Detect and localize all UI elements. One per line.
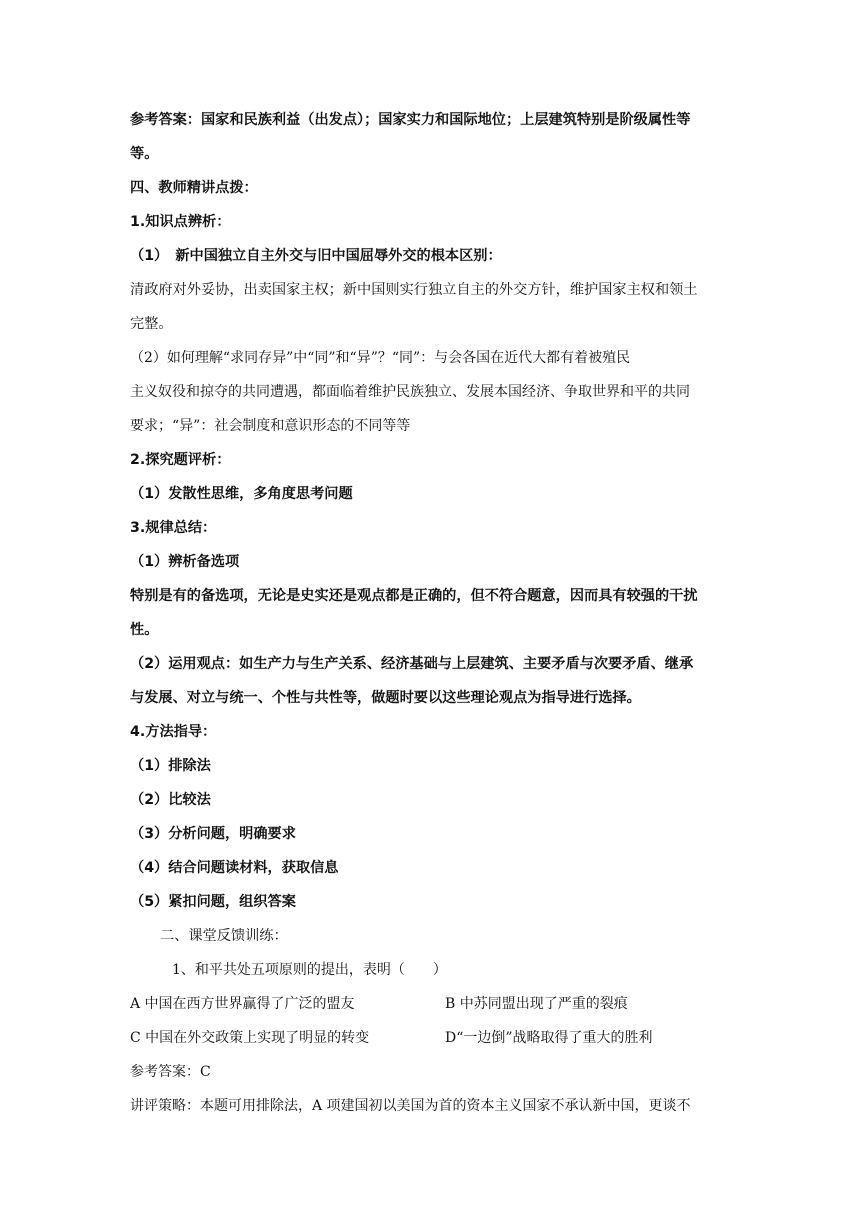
rules-item1-text-line1: 特别是有的备选项，无论是史实还是观点都是正确的，但不符合题意，因而具有较强的干扰 xyxy=(130,588,698,604)
method-item: （3）分析问题，明确要求 xyxy=(130,826,296,842)
knowledge-heading: 1.知识点辨析： xyxy=(130,214,231,230)
knowledge-item2-line3: 要求；“异”：社会制度和意识形态的不同等等 xyxy=(130,418,411,434)
question1-option-b: B 中苏同盟出现了严重的裂痕 xyxy=(445,996,628,1012)
question1-stem: 1、和平共处五项原则的提出，表明（ ） xyxy=(172,962,447,978)
feedback-heading: 二、课堂反馈训练： xyxy=(160,928,288,944)
method-item: （4）结合问题读材料，获取信息 xyxy=(130,860,339,876)
question1-comment: 讲评策略：本题可用排除法，A 项建国初以美国为首的资本主义国家不承认新中国，更谈不 xyxy=(130,1098,691,1114)
answer1-line2: 等。 xyxy=(130,146,159,162)
answer1-line1: 参考答案：国家和民族利益（出发点）；国家实力和国际地位；上层建筑特别是阶级属性等 xyxy=(130,112,691,128)
inquiry-heading: 2.探究题评析： xyxy=(130,452,231,468)
rules-item2-line1: （2）运用观点：如生产力与生产关系、经济基础与上层建筑、主要矛盾与次要矛盾、继承 xyxy=(130,656,694,672)
knowledge-item1-title: （1） 新中国独立自主外交与旧中国屈辱外交的根本区别： xyxy=(130,248,502,264)
method-item: （5）紧扣问题，组织答案 xyxy=(130,894,296,910)
knowledge-item1-text-line2: 完整。 xyxy=(130,316,173,332)
rules-item1: （1）辨析备选项 xyxy=(130,554,240,570)
knowledge-item2-line1: （2）如何理解“求同存异”中“同”和“异”？“同”：与会各国在近代大都有着被殖民 xyxy=(130,350,631,366)
method-item: （2）比较法 xyxy=(130,792,211,808)
knowledge-item1-text-line1: 清政府对外妥协，出卖国家主权；新中国则实行独立自主的外交方针，维护国家主权和领土 xyxy=(130,282,698,298)
section4-heading: 四、教师精讲点拨： xyxy=(130,180,258,196)
inquiry-item1: （1）发散性思维，多角度思考问题 xyxy=(130,486,353,502)
method-item: （1）排除法 xyxy=(130,758,211,774)
question1-option-a: A 中国在西方世界赢得了广泛的盟友 xyxy=(130,996,355,1012)
question1-answer: 参考答案：C xyxy=(130,1064,211,1080)
rules-heading: 3.规律总结： xyxy=(130,520,217,536)
question1-option-c: C 中国在外交政策上实现了明显的转变 xyxy=(130,1030,370,1046)
knowledge-item2-line2: 主义奴役和掠夺的共同遭遇，都面临着维护民族独立、发展本国经济、争取世界和平的共同 xyxy=(130,384,690,400)
method-heading: 4.方法指导： xyxy=(130,724,217,740)
rules-item1-text-line2: 性。 xyxy=(130,622,159,638)
question1-option-d: D“一边倒”战略取得了重大的胜利 xyxy=(445,1030,653,1046)
rules-item2-line2: 与发展、对立与统一、个性与共性等，做题时要以这些理论观点为指导进行选择。 xyxy=(130,690,641,706)
